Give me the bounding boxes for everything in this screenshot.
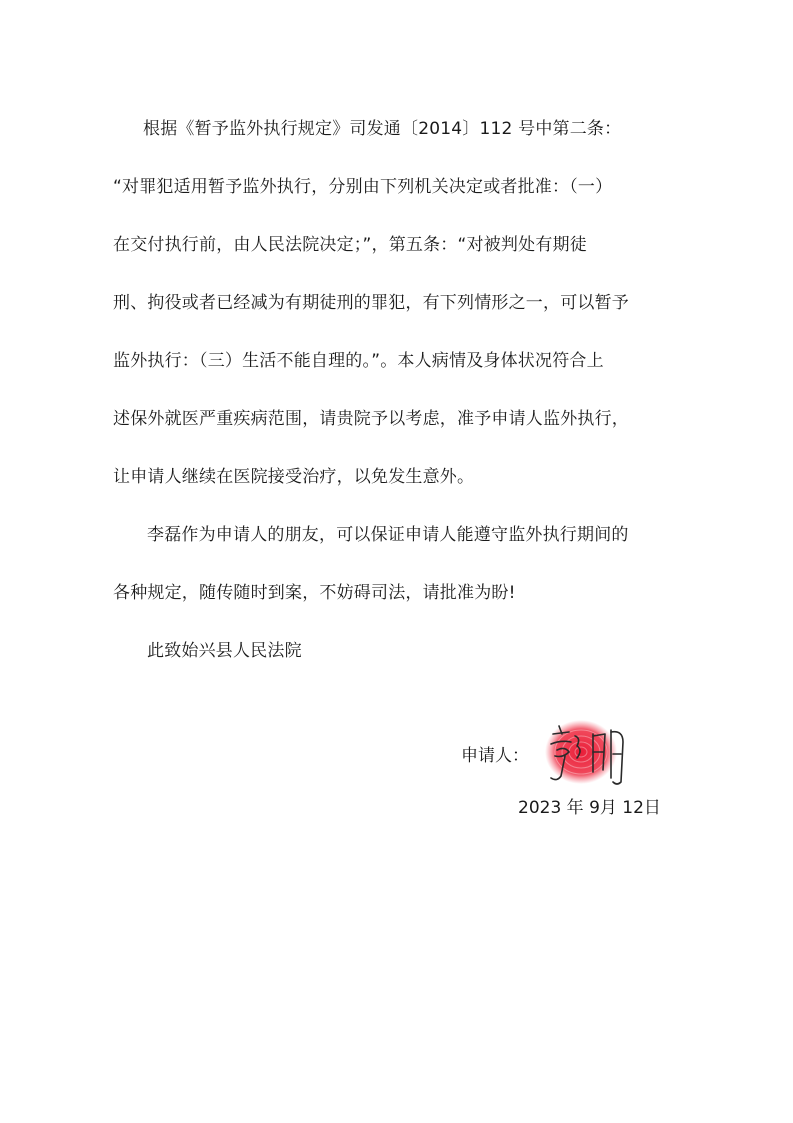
paragraph-1-line-5: 监外执行：（三）生活不能自理的。”。本人病情及身体状况符合上	[113, 351, 604, 371]
signature-date: 2023 年 9月 12日	[518, 798, 661, 818]
paragraph-1-line-7: 让申请人继续在医院接受治疗，以免发生意外。	[113, 467, 475, 487]
paragraph-1-line-3: 在交付执行前，由人民法院决定；”，第五条：“对被判处有期徒	[113, 235, 587, 255]
paragraph-2-line-1: 李磊作为申请人的朋友，可以保证申请人能遵守监外执行期间的	[147, 525, 629, 545]
paragraph-1-line-4: 刑、拘役或者已经减为有期徒刑的罪犯，有下列情形之一，可以暂予	[113, 293, 629, 313]
signature-with-fingerprint	[535, 712, 635, 792]
paragraph-2-line-2: 各种规定，随传随时到案，不妨碍司法，请批准为盼!	[113, 583, 516, 603]
paragraph-1-line-1: 根据《暂予监外执行规定》司发通〔2014〕112 号中第二条：	[143, 119, 622, 139]
closing-salutation: 此致始兴县人民法院	[147, 641, 302, 661]
paragraph-1-line-2: “对罪犯适用暂予监外执行，分别由下列机关决定或者批准：（一）	[113, 177, 613, 197]
paragraph-1-line-6: 述保外就医严重疾病范围，请贵院予以考虑，准予申请人监外执行，	[113, 409, 629, 429]
applicant-label: 申请人：	[461, 746, 529, 766]
